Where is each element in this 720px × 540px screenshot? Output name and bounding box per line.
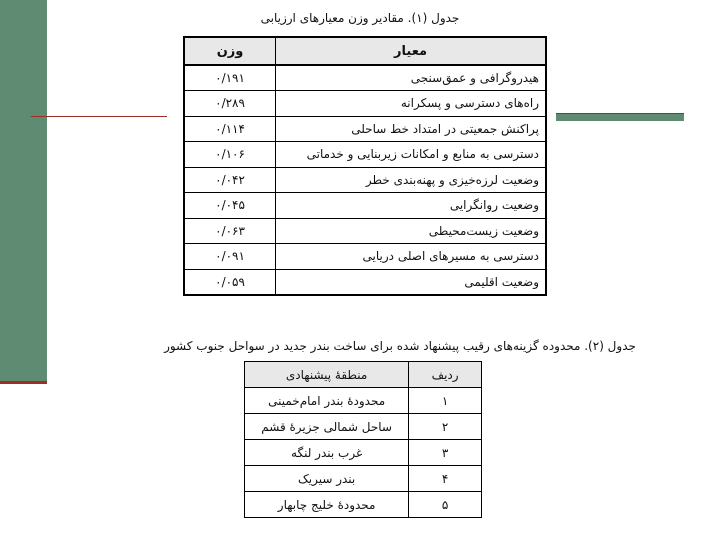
criterion-cell: راه‌های دسترسی و پسکرانه — [276, 91, 546, 117]
weight-cell: ۰/۱۱۴ — [184, 116, 276, 142]
region-cell: محدودهٔ خلیج چابهار — [245, 492, 409, 518]
row-number-cell: ۴ — [409, 466, 482, 492]
table-row — [184, 91, 546, 117]
criterion-header: معیار — [276, 37, 546, 65]
criteria-weights-table — [183, 36, 547, 296]
criterion-cell: وضعیت اقلیمی — [276, 269, 546, 295]
region-cell: ساحل شمالی جزیرهٔ قشم — [245, 414, 409, 440]
table2-caption: جدول (۲). محدوده گزینه‌های رقیب پیشنهاد شده برای ساخت بندر جدید در سواحل جنوب کشور — [164, 339, 636, 353]
decorative-rule-left — [31, 116, 167, 117]
weight-cell: ۰/۱۹۱ — [184, 65, 276, 91]
decorative-rule-right — [556, 113, 684, 121]
region-cell: غرب بندر لنگه — [245, 440, 409, 466]
table-row — [245, 414, 482, 440]
criterion-cell: هیدروگرافی و عمق‌سنجی — [276, 65, 546, 91]
table-row — [184, 193, 546, 219]
table-row — [184, 244, 546, 270]
weight-header: وزن — [184, 37, 276, 65]
criterion-cell: دسترسی به مسیرهای اصلی دریایی — [276, 244, 546, 270]
weight-cell: ۰/۰۴۲ — [184, 167, 276, 193]
weight-cell: ۰/۲۸۹ — [184, 91, 276, 117]
table-row — [245, 388, 482, 414]
table-row — [184, 142, 546, 168]
criterion-cell: دسترسی به منابع و امکانات زیربنایی و خدماتی — [276, 142, 546, 168]
row-number-cell: ۲ — [409, 414, 482, 440]
criterion-cell: وضعیت لرزه‌خیزی و پهنه‌بندی خطر — [276, 167, 546, 193]
region-header: منطقهٔ پیشنهادی — [245, 362, 409, 388]
table-row — [184, 218, 546, 244]
proposed-regions-table — [244, 361, 482, 518]
weight-cell: ۰/۰۴۵ — [184, 193, 276, 219]
table-row — [245, 440, 482, 466]
weight-cell: ۰/۰۵۹ — [184, 269, 276, 295]
region-cell: بندر سیریک — [245, 466, 409, 492]
table-row — [184, 269, 546, 295]
criterion-cell: پراکنش جمعیتی در امتداد خط ساحلی — [276, 116, 546, 142]
row-number-cell: ۳ — [409, 440, 482, 466]
table-row — [245, 466, 482, 492]
table-row — [245, 492, 482, 518]
table-row — [184, 116, 546, 142]
criterion-cell: وضعیت زیست‌محیطی — [276, 218, 546, 244]
table-header-row — [184, 37, 546, 65]
left-accent-bar — [0, 0, 47, 382]
weight-cell: ۰/۰۹۱ — [184, 244, 276, 270]
criterion-cell: وضعیت روانگرایی — [276, 193, 546, 219]
table-header-row — [245, 362, 482, 388]
region-cell: محدودهٔ بندر امام‌خمینی — [245, 388, 409, 414]
weight-cell: ۰/۱۰۶ — [184, 142, 276, 168]
row-number-cell: ۵ — [409, 492, 482, 518]
table-row — [184, 65, 546, 91]
left-accent-line — [0, 381, 47, 384]
row-number-cell: ۱ — [409, 388, 482, 414]
weight-cell: ۰/۰۶۳ — [184, 218, 276, 244]
table1-caption: جدول (۱). مقادیر وزن معیارهای ارزیابی — [260, 11, 460, 25]
table-row — [184, 167, 546, 193]
row-number-header: ردیف — [409, 362, 482, 388]
